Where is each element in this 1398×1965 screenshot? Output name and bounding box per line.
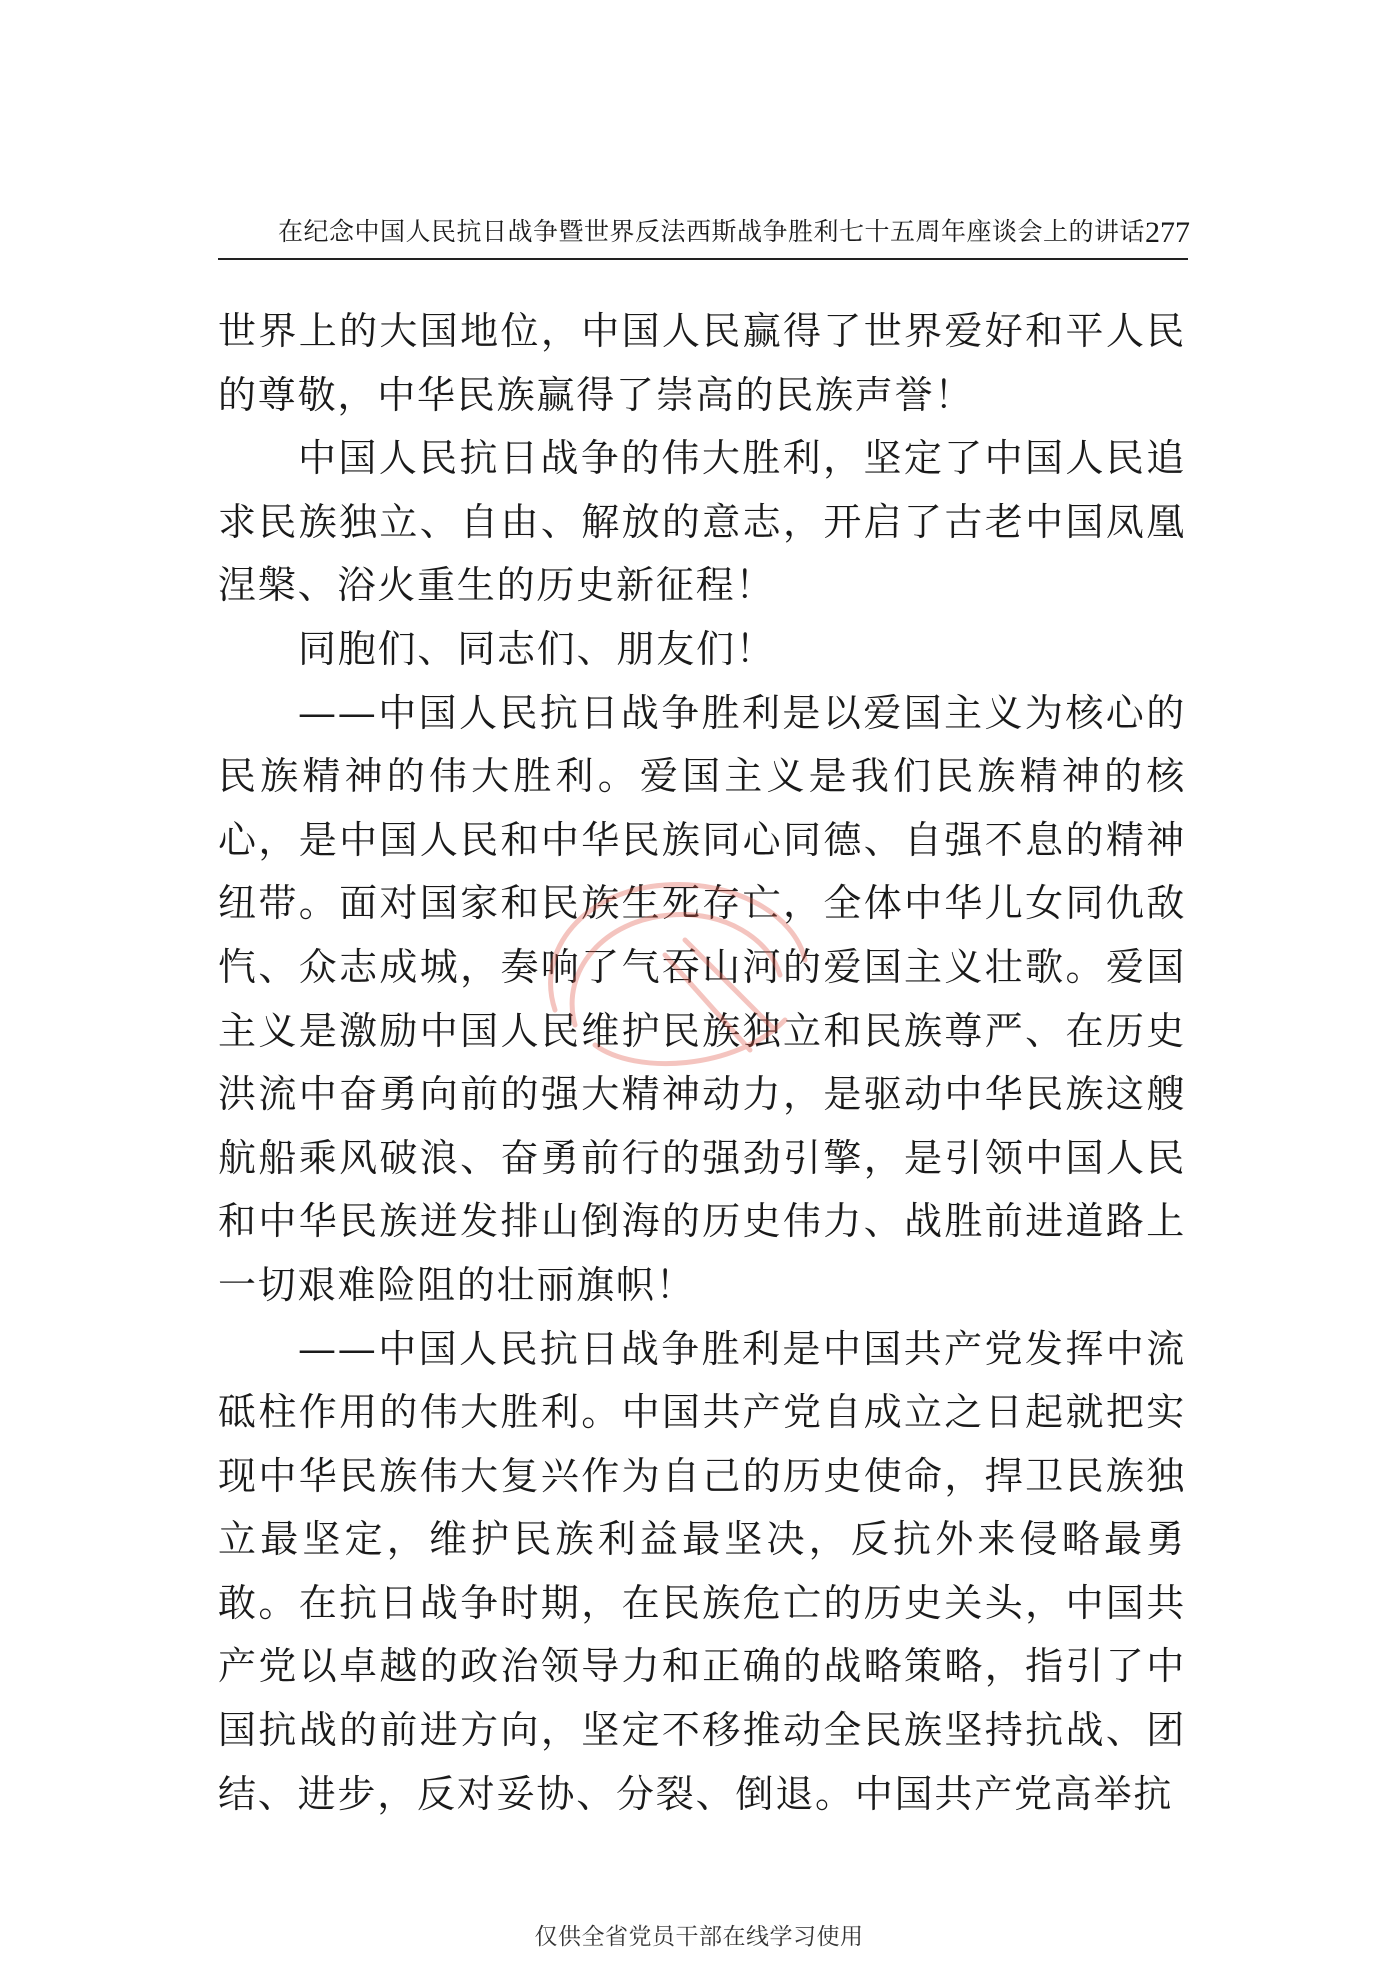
watermark-seal — [515, 860, 835, 1100]
paragraph-1: 世界上的大国地位，中国人民赢得了世界爱好和平人民的尊敬，中华民族赢得了崇高的民族声誉！ — [218, 309, 1186, 417]
paragraph-4: ——中国人民抗日战争胜利是以爱国主义为核心的民族精神的伟大胜利。爱国主义是我们民族精神的核心，是中国人民和中华民族同心同德、自强不息的精神纽带。面对国家和民族生死存亡，全体中华儿女同仇敌忾、众志成城，奏响了气吞山河的爱国主义壮歌。爱国主义是激励中国人民维护民族独立和民族尊严、在历史洪流中奋勇向前的强大精神动力，是驱动中华民族这艘航船乘风破浪、奋勇前行的强劲引擎，是引领中国人民和中华民族迸发排山倒海的历史伟力、战胜前进道路上一切艰难险阻的壮丽旗帜！ — [218, 690, 1186, 1307]
footer-note: 仅供全省党员干部在线学习使用 — [534, 1924, 864, 1950]
paragraph-2: 中国人民抗日战争的伟大胜利，坚定了中国人民追求民族独立、自由、解放的意志，开启了古老中国凤凰涅槃、浴火重生的历史新征程！ — [218, 436, 1186, 608]
running-title: 在纪念中国人民抗日战争暨世界反法西斯战争胜利七十五周年座谈会上的讲话 — [278, 217, 1146, 246]
running-header — [218, 212, 1191, 260]
page-number: 277 — [1145, 216, 1191, 249]
paragraph-3: 同胞们、同志们、朋友们！ — [298, 626, 776, 671]
paragraph-5: ——中国人民抗日战争胜利是中国共产党发挥中流砥柱作用的伟大胜利。中国共产党自成立之日起就把实现中华民族伟大复兴作为自己的历史使命，捍卫民族独立最坚定，维护民族利益最坚决，反抗外来侵略最勇敢。在抗日战争时期，在民族危亡的历史关头，中国共产党以卓越的政治领导力和正确的战略策略，指引了中国抗战的前进方向，坚定不移推动全民族坚持抗战、团结、进步，反对妥协、分裂、倒退。中国共产党高举抗 — [218, 1326, 1186, 1816]
